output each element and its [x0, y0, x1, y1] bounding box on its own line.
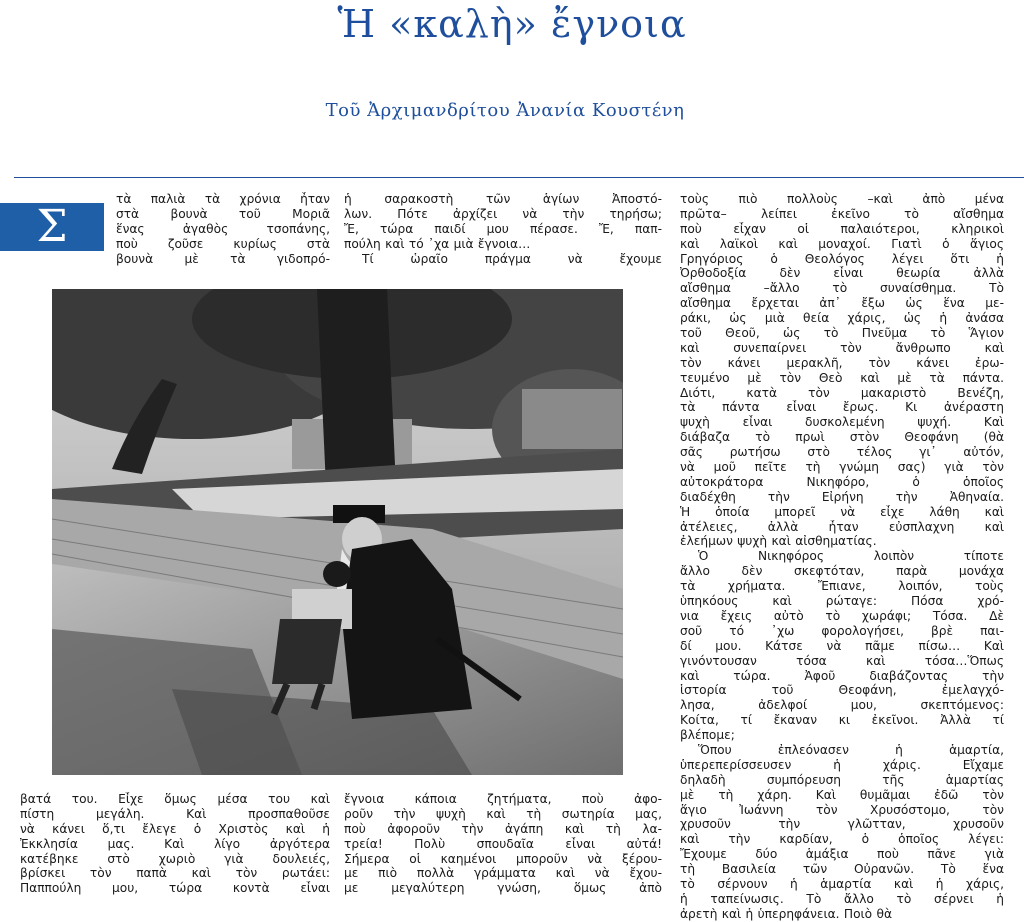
text-line: Ἐκκλησία μας. Καὶ λίγο ἀργότερα — [20, 836, 330, 851]
text-line: βατά του. Εἶχε ὅμως μέσα του καὶ — [20, 792, 330, 806]
text-line: Ὁ Νικηφόρος λοιπὸν τίποτε — [698, 549, 1004, 564]
text-line: Ἔχουμε δύο ἁμάξια ποὺ πᾶνε γιὰ — [680, 847, 1004, 862]
text-line: αἴσθημα –ἄλλο τὸ συναίσθημα. Τὸ — [680, 281, 1004, 296]
text-line: καὶ συνεπαίρνει τὸν ἄνθρωπο καὶ — [680, 340, 1004, 355]
text-line: ράκι, ὡς μιὰ θεία χάρις, ὡς ἡ ἀνάσα — [680, 311, 1004, 326]
text-line: καὶ τὴν καρδίαν, ὁ ὁποῖος λέγει: — [680, 832, 1004, 847]
text-line: ποὺ εἶχαν οἱ παλαιότεροι, κληρικοὶ — [680, 221, 1004, 236]
article-photo — [52, 289, 623, 775]
text-line: αὐτοκράτορα Νικηφόρο, ὁ ὁποῖος — [680, 474, 1004, 489]
text-line: νια ἔχεις αὐτὸ τὸ χωράφι; Τόσα. Δὲ — [680, 608, 1004, 623]
text-line: πίστη μεγάλη. Καὶ προσπαθοῦσε — [20, 806, 330, 821]
text-line: τὰ χρήματα. Ἔπιανε, λοιπόν, τοὺς — [680, 579, 1004, 594]
text-line: αἴσθημα ἔρχεται ἀπ᾽ ἔξω ὡς ἕνα με- — [680, 296, 1004, 311]
text-line: Ὀρθοδοξία δὲν εἶναι θεωρία ἀλλὰ — [680, 266, 1004, 281]
text-line: βουνὰ μὲ τὰ γιδοπρό- — [116, 251, 330, 266]
text-line: στὰ βουνὰ τοῦ Μοριᾶ — [116, 206, 330, 221]
text-line: διάβαζα τὸ πρωὶ στὸν Θεοφάνη (θὰ — [680, 430, 1004, 445]
column-3 — [680, 192, 1004, 922]
text-line: Ὅπου ἐπλεόνασεν ἡ ἁμαρτία, — [698, 742, 1004, 757]
text-line: Σήμερα οἱ καημένοι μποροῦν νὰ ξέρου- — [344, 851, 662, 866]
text-line: τοῦ Θεοῦ, ὡς τὸ Πνεῦμα τὸ Ἅγιον — [680, 326, 1004, 341]
text-line: γινόντουσαν τόσα καὶ τόσα…Ὅπως — [680, 653, 1004, 668]
text-line: ἄλλο δὲν σκεφτόταν, παρὰ μονάχα — [680, 564, 1004, 579]
text-line: ἔγνοια κάποια ζητήματα, ποὺ ἀφο- — [344, 792, 662, 806]
column-1-bottom — [20, 792, 330, 896]
text-line: χρυσοῦν τὴν γλῶτταν, χρυσοῦν — [680, 817, 1004, 832]
text-line: κατέβηκε στὸ χωριὸ γιὰ δουλειές, — [20, 851, 330, 866]
column-2-top — [344, 192, 662, 266]
text-line: πούλη καὶ τό ᾽χα μιὰ ἔγνοια… — [344, 236, 531, 251]
text-line: ποὺ ζοῦσε κυρίως στὰ — [116, 236, 330, 251]
text-line: Ἡ ὁποία μπορεῖ νὰ εἶχε λάθη καὶ — [680, 504, 1004, 519]
text-line: Τί ὡραῖο πράγμα νὰ ἔχουμε — [362, 251, 662, 266]
text-line: δηλαδὴ συμπόρευση τῆς ἁμαρτίας — [680, 772, 1004, 787]
text-line: τευμένο μὲ τὸν Θεὸ καὶ μὲ τὰ πάντα. — [680, 370, 1004, 385]
text-line: τὰ πάντα εἶναι ἔρως. Κι ἀνέραστη — [680, 400, 1004, 415]
text-line: πρῶτα– λείπει ἐκεῖνο τὸ αἴσθημα — [680, 206, 1004, 221]
text-line: λησα, ἀδελφοί μου, σκεπτόμενος: — [680, 698, 1004, 713]
text-line: Γρηγόριος ὁ Θεολόγος λέγει ὅτι ἡ — [680, 251, 1004, 266]
text-line: Διότι, κατὰ τὸν μακαριστὸ Βενέζη, — [680, 385, 1004, 400]
text-line: ἐλεήμων ψυχὴ καὶ αἰσθηματίας. — [680, 534, 877, 549]
text-line: σᾶς ρωτήσω στὸ τέλος γι᾽ αὐτόν, — [680, 445, 1004, 460]
text-line: ἡ ταπείνωσις. Τὸ ἄλλο τὸ σέρνει ἡ — [680, 891, 1004, 906]
text-line: λων. Πότε ἀρχίζει νὰ τὴν τηρήσω; — [344, 206, 662, 221]
text-line: με μεγαλύτερη γνώση, ὅμως ἀπὸ — [344, 881, 662, 896]
text-line: τὰ παλιὰ τὰ χρόνια ἦταν — [116, 192, 330, 206]
text-line: τὴ Βασιλεία τῶν Οὐρανῶν. Τὸ ἕνα — [680, 862, 1004, 877]
text-line: καὶ τώρα. Ἀφοῦ διαβάζοντας τὴν — [680, 668, 1004, 683]
text-line: ἡ σαρακοστὴ τῶν ἁγίων Ἀποστό- — [344, 192, 662, 206]
text-line: ποὺ ἀφοροῦν τὴν ἀγάπη καὶ τὴ λα- — [344, 821, 662, 836]
text-line: με πιὸ πολλὰ γράμματα καὶ νὰ ἔχου- — [344, 866, 662, 881]
text-line: βλέπομε; — [680, 728, 735, 743]
text-line: Ἔ, τώρα παιδί μου πέρασε. Ἔ, παπ- — [344, 221, 662, 236]
article-author: Τοῦ Ἀρχιμανδρίτου Ἀνανία Κουστένη — [325, 100, 685, 121]
text-line: ροῦν τὴν ψυχὴ καὶ τὴ σωτηρία μας, — [344, 806, 662, 821]
text-line: ἕνας ἀγαθὸς τσοπάνης, — [116, 221, 330, 236]
text-line: τοὺς πιὸ πολλοὺς –καὶ ἀπὸ μένα — [680, 192, 1004, 206]
text-line: βρίσκει τὸν παπὰ καὶ τὸν ρωτάει: — [20, 866, 330, 881]
text-line: τρεία! Πολὺ σπουδαῖα εἶναι αὐτά! — [344, 836, 662, 851]
text-line: ὑπηκόους καὶ ρώταγε: Πόσα χρό- — [680, 594, 1004, 609]
text-line: διαδέχθη τὴν Εἰρήνη τὴν Ἀθηναία. — [680, 489, 1004, 504]
text-line: ἀρετὴ καὶ ἡ ὑπερηφάνεια. Ποιὸ θὰ — [680, 906, 892, 921]
text-line: δί μου. Κάτσε νὰ πᾶμε πίσω… Καὶ — [680, 638, 1004, 653]
text-line: νὰ μοῦ πεῖτε τὴ γνώμη σας) γιὰ τὸν — [680, 460, 1004, 475]
column-2-bottom — [344, 792, 662, 896]
text-line: σοῦ τό ᾽χω φορολογήσει, βρὲ παι- — [680, 623, 1004, 638]
header-rule — [14, 177, 1024, 178]
text-line: τὸ σέρνουν ἡ ἁμαρτία καὶ ἡ χάρις, — [680, 876, 1004, 891]
text-line: μὲ τὴ χάρη. Καὶ θυμᾶμαι ἐδῶ τὸν — [680, 787, 1004, 802]
text-line: ἱστορία τοῦ Θεοφάνη, ἐμελαγχό- — [680, 683, 1004, 698]
text-line: νὰ κάνει ὅ,τι ἔλεγε ὁ Χριστὸς καὶ ἡ — [20, 821, 330, 836]
text-line: καὶ λαϊκοὶ καὶ μοναχοί. Γιατὶ ὁ ἅγιος — [680, 236, 1004, 251]
text-line: ἀτέλειες, ἀλλὰ ἦταν εὐσπλαχνη καὶ — [680, 519, 1004, 534]
text-line: ψυχὴ εἶναι δυσκολεμένη ψυχή. Καὶ — [680, 415, 1004, 430]
column-1-top — [116, 192, 330, 266]
drop-cap: Σ — [0, 203, 104, 251]
article-title: Ἡ «καλὴ» ἔγνοια — [337, 2, 687, 46]
text-line: τὸν κάνει μερακλῆ, τὸν κάνει ἐρω- — [680, 355, 1004, 370]
text-line: ὑπερεπερίσσευσεν ἡ χάρις. Εἴχαμε — [680, 757, 1004, 772]
text-line: ἅγιο Ἰωάννη τὸν Χρυσόστομο, τὸν — [680, 802, 1004, 817]
text-line: Παππούλη μου, τώρα κοντὰ εἶναι — [20, 881, 330, 896]
text-line: Κοίτα, τί ἔκαναν κι ἐκεῖνοι. Ἀλλὰ τί — [680, 713, 1004, 728]
